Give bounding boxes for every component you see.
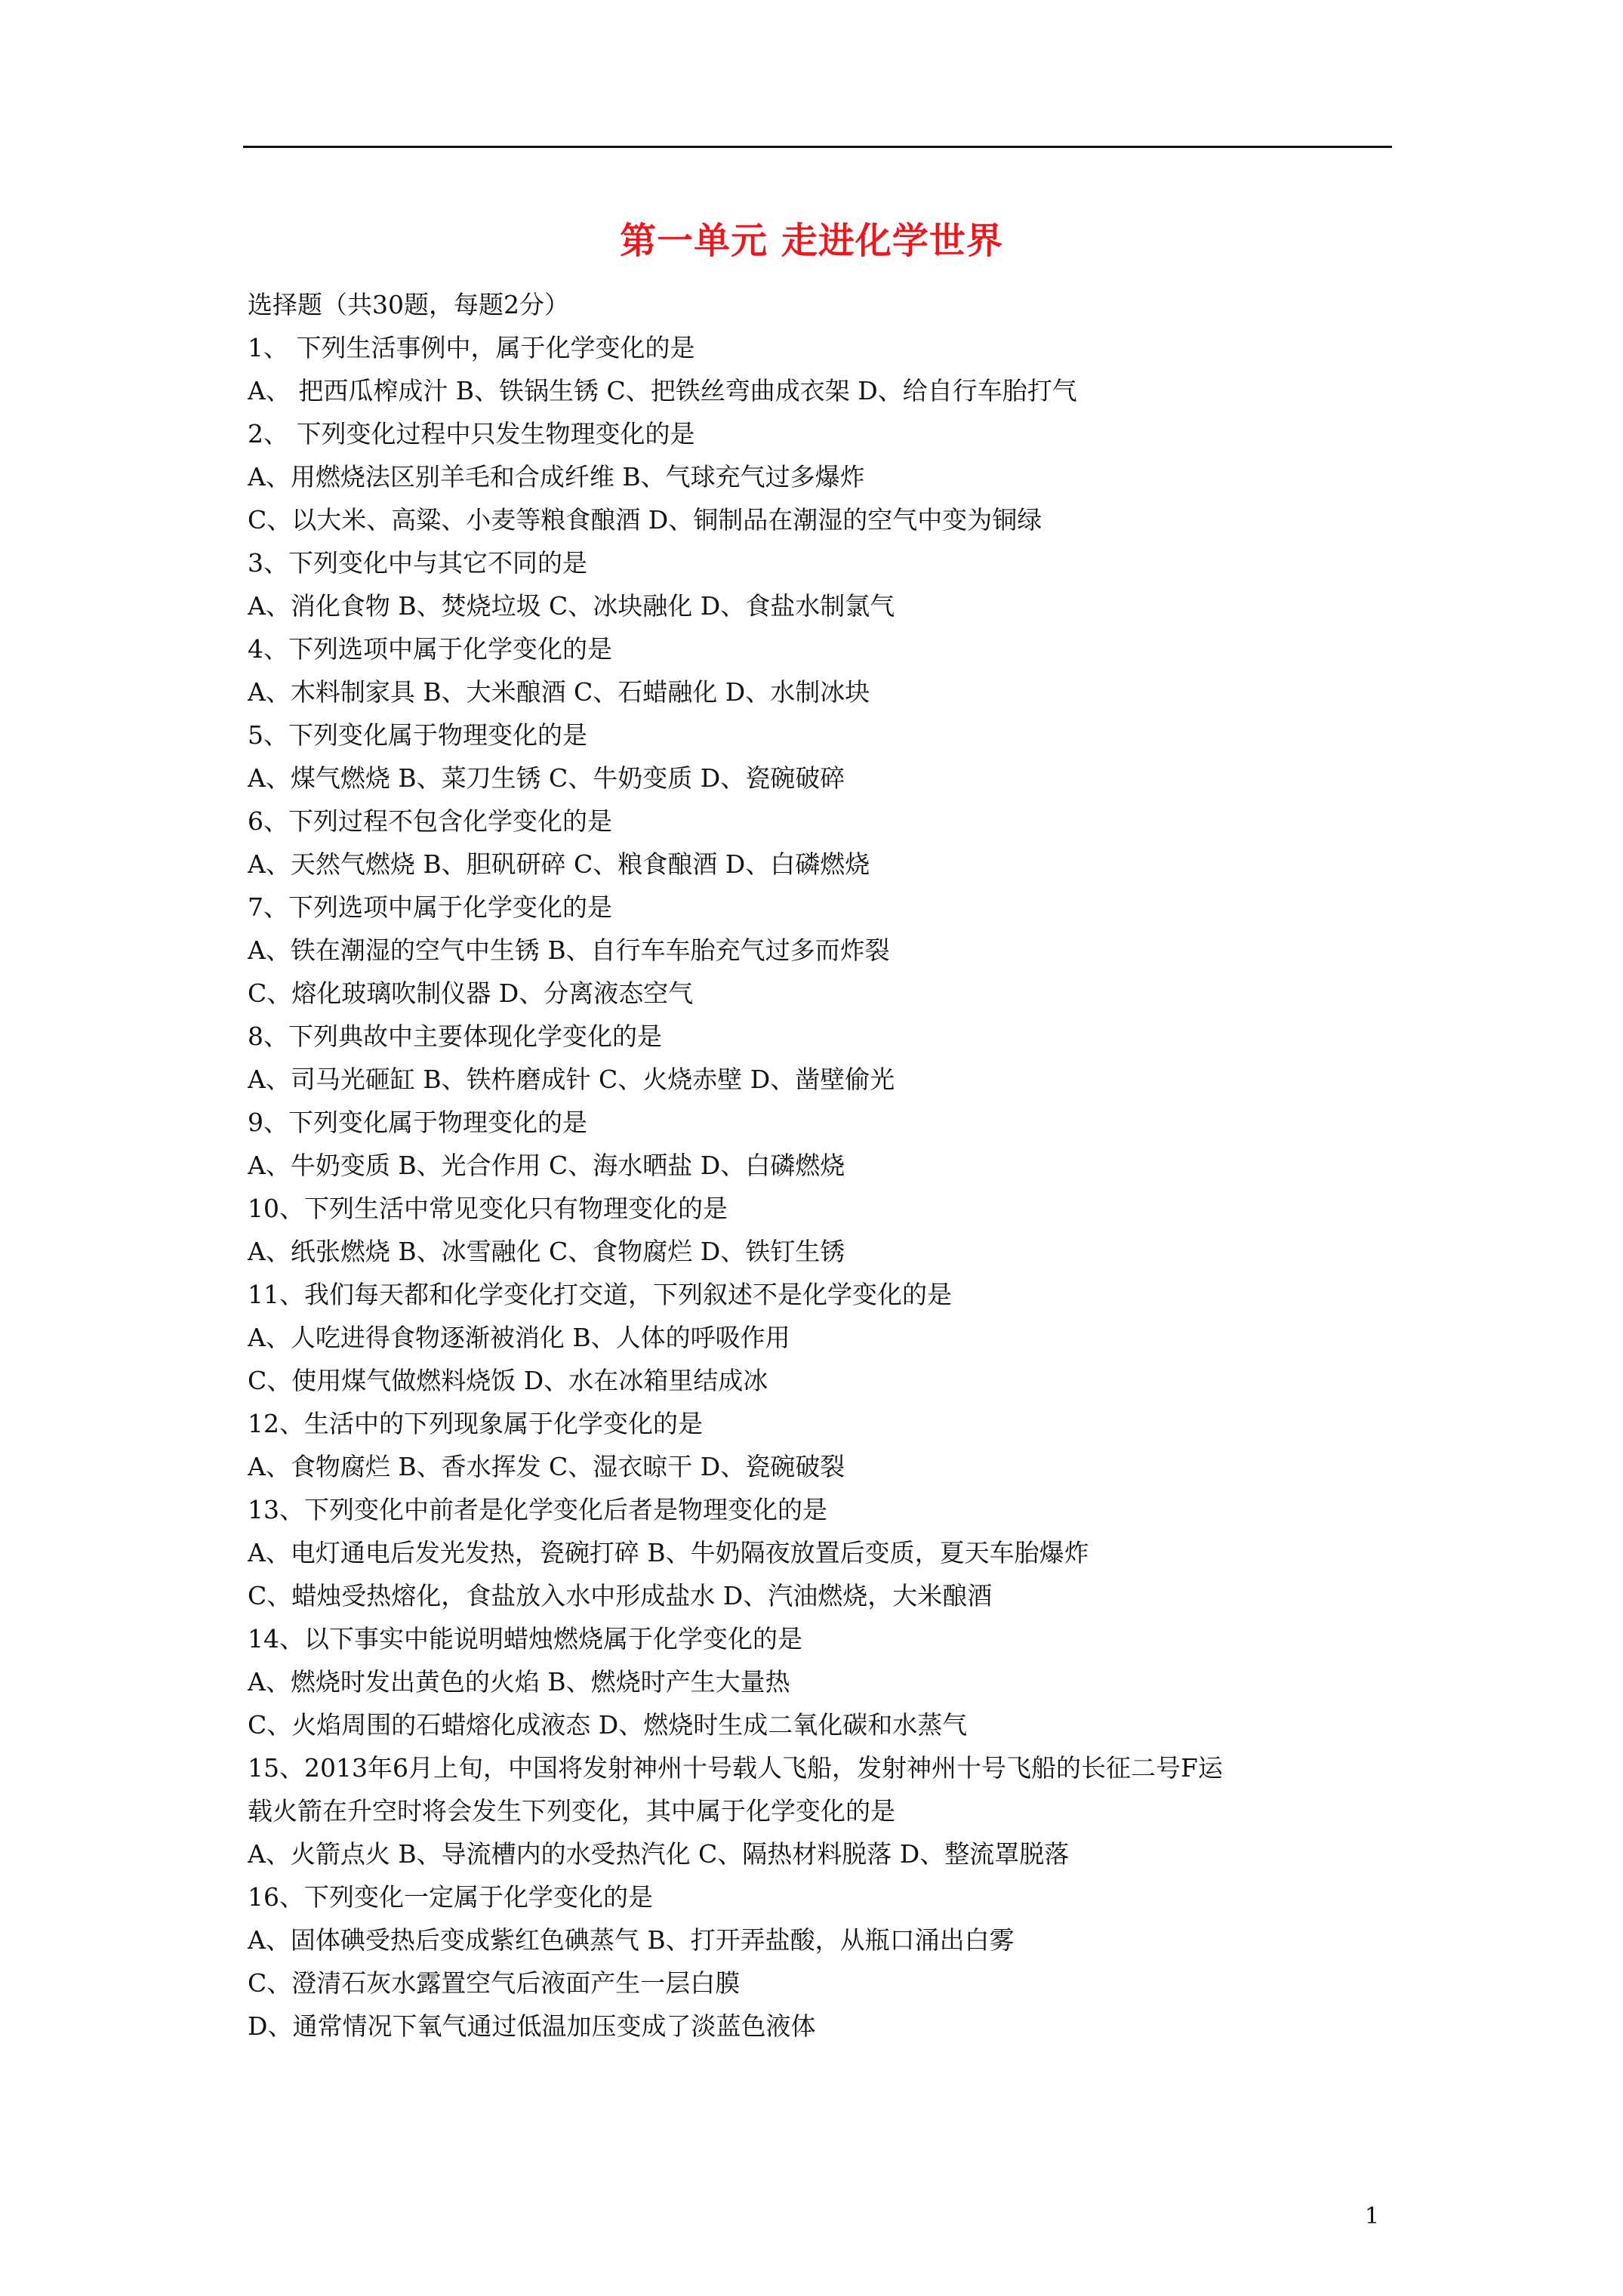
- question-9-options: A、牛奶变质 B、光合作用 C、海水晒盐 D、白磷燃烧: [248, 1151, 845, 1180]
- question-13-options-ab: A、电灯通电后发光发热，瓷碗打碎 B、牛奶隔夜放置后变质，夏天车胎爆炸: [248, 1538, 1089, 1567]
- header-rule: [243, 146, 1392, 148]
- question-16-options-ab: A、固体碘受热后变成紫红色碘蒸气 B、打开弄盐酸，从瓶口涌出白雾: [248, 1925, 1015, 1955]
- question-14-options-ab: A、燃烧时发出黄色的火焰 B、燃烧时产生大量热: [248, 1667, 790, 1697]
- question-3: 3、下列变化中与其它不同的是: [248, 548, 587, 578]
- question-11-options-cd: C、使用煤气做燃料烧饭 D、水在冰箱里结成冰: [248, 1366, 768, 1395]
- question-15-options: A、火箭点火 B、导流槽内的水受热汽化 C、隔热材料脱落 D、整流罩脱落: [248, 1839, 1070, 1869]
- question-4: 4、下列选项中属于化学变化的是: [248, 634, 612, 664]
- question-11: 11、我们每天都和化学变化打交道，下列叙述不是化学变化的是: [248, 1280, 952, 1309]
- question-5-options: A、煤气燃烧 B、菜刀生锈 C、牛奶变质 D、瓷碗破碎: [248, 763, 845, 793]
- question-7: 7、下列选项中属于化学变化的是: [248, 892, 612, 922]
- question-11-options-ab: A、人吃进得食物逐渐被消化 B、人体的呼吸作用: [248, 1323, 790, 1352]
- question-2: 2、 下列变化过程中只发生物理变化的是: [248, 419, 695, 448]
- question-10-options: A、纸张燃烧 B、冰雪融化 C、食物腐烂 D、铁钉生锈: [248, 1237, 845, 1266]
- question-14-options-cd: C、火焰周围的石蜡熔化成液态 D、燃烧时生成二氧化碳和水蒸气: [248, 1710, 968, 1740]
- question-16: 16、下列变化一定属于化学变化的是: [248, 1882, 653, 1912]
- question-10: 10、下列生活中常见变化只有物理变化的是: [248, 1194, 728, 1223]
- question-5: 5、下列变化属于物理变化的是: [248, 720, 587, 750]
- question-6: 6、下列过程不包含化学变化的是: [248, 806, 612, 836]
- question-13: 13、下列变化中前者是化学变化后者是物理变化的是: [248, 1495, 827, 1524]
- page-number: 1: [1365, 2203, 1380, 2230]
- question-13-options-cd: C、蜡烛受热熔化，食盐放入水中形成盐水 D、汽油燃烧，大米酿酒: [248, 1581, 993, 1610]
- question-12: 12、生活中的下列现象属于化学变化的是: [248, 1409, 703, 1438]
- question-6-options: A、天然气燃烧 B、胆矾研碎 C、粮食酿酒 D、白磷燃烧: [248, 849, 870, 879]
- question-2-options-ab: A、用燃烧法区别羊毛和合成纤维 B、气球充气过多爆炸: [248, 462, 865, 492]
- page-title: 第一单元 走进化学世界: [620, 220, 1003, 262]
- question-8-options: A、司马光砸缸 B、铁杵磨成针 C、火烧赤壁 D、凿壁偷光: [248, 1065, 895, 1094]
- question-3-options: A、消化食物 B、焚烧垃圾 C、冰块融化 D、食盐水制氯气: [248, 591, 895, 621]
- question-7-options-ab: A、铁在潮湿的空气中生锈 B、自行车车胎充气过多而炸裂: [248, 935, 890, 965]
- question-7-options-cd: C、熔化玻璃吹制仪器 D、分离液态空气: [248, 978, 694, 1008]
- question-1-options: A、 把西瓜榨成汁 B、铁锅生锈 C、把铁丝弯曲成衣架 D、给自行车胎打气: [248, 376, 1077, 405]
- question-8: 8、下列典故中主要体现化学变化的是: [248, 1022, 662, 1051]
- section-heading: 选择题（共30题，每题2分）: [248, 290, 569, 319]
- question-4-options: A、木料制家具 B、大米酿酒 C、石蜡融化 D、水制冰块: [248, 677, 870, 707]
- question-15-line-1: 15、2013年6月上旬，中国将发射神州十号载人飞船，发射神州十号飞船的长征二号F运: [248, 1753, 1223, 1783]
- question-15-line-2: 载火箭在升空时将会发生下列变化，其中属于化学变化的是: [248, 1796, 895, 1826]
- question-9: 9、下列变化属于物理变化的是: [248, 1108, 587, 1137]
- question-2-options-cd: C、以大米、高粱、小麦等粮食酿酒 D、铜制品在潮湿的空气中变为铜绿: [248, 505, 1042, 535]
- question-14: 14、以下事实中能说明蜡烛燃烧属于化学变化的是: [248, 1624, 802, 1653]
- question-list: [248, 283, 1395, 2048]
- question-1: 1、 下列生活事例中，属于化学变化的是: [248, 333, 695, 362]
- question-16-option-d: D、通常情况下氧气通过低温加压变成了淡蓝色液体: [248, 2011, 816, 2041]
- question-16-option-c: C、澄清石灰水露置空气后液面产生一层白膜: [248, 1968, 741, 1998]
- question-12-options: A、食物腐烂 B、香水挥发 C、湿衣晾干 D、瓷碗破裂: [248, 1452, 845, 1481]
